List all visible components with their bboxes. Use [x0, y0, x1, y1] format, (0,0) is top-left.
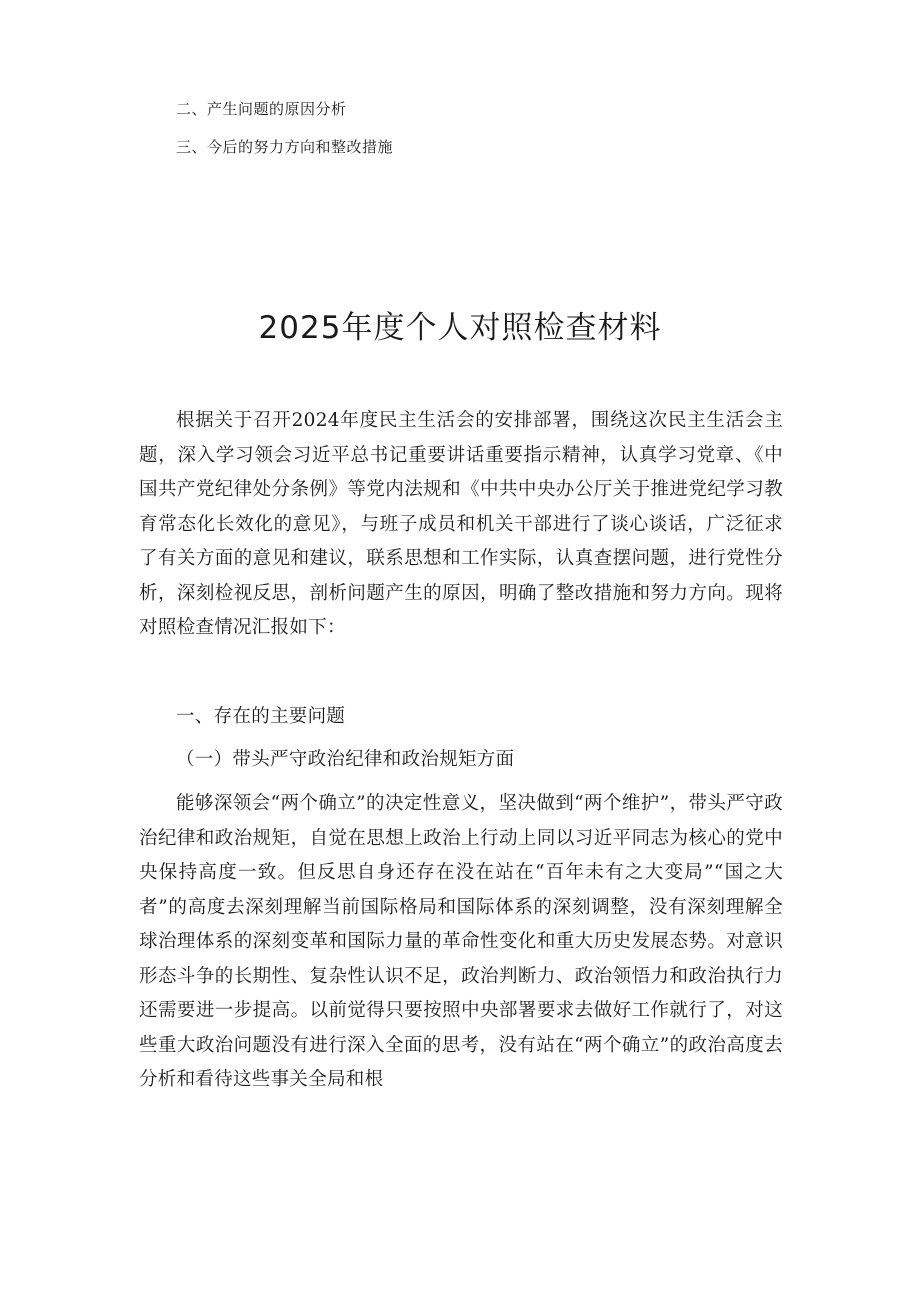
subsection-1-paragraph: 能够深领会“两个确立”的决定性意义，坚决做到“两个维护”，带头严守政治纪律和政治规矩，自觉在思想上政治上行动上同以习近平同志为核心的党中央保持高度一致。但反思自身还存在没在站在“百年未有之大变局”“国之大者”的高度去深刻理解当前国际格局和国际体系的深刻调整，没有深刻理解全球治理体系的深刻变革和国际力量的革命性变化和重大历史发展态势。对意识形态斗争的长期性、复杂性认识不足，政治判断力、政治领悟力和政治执行力还需要进一步提高。以前觉得只要按照中央部署要求去做好工作就行了，对这些重大政治问题没有进行深入全面的思考，没有站在“两个确立”的政治高度去分析和看待这些事关全局和根 — [139, 793, 783, 1090]
subsection-1-body — [139, 787, 783, 1098]
toc-item-3: 三、今后的努力方向和整改措施 — [176, 138, 394, 156]
intro-paragraph: 根据关于召开2024年度民主生活会的安排部署，围绕这次民主生活会主题，深入学习领会习近平总书记重要讲话重要指示精神，认真学习党章、《中国共产党纪律处分条例》等党内法规和《中共中央办公厅关于推进党纪学习教育常态化长效化的意见》，与班子成员和机关干部进行了谈心谈话，广泛征求了有关方面的意见和建议，联系思想和工作实际，认真查摆问题，进行党性分析，深刻检视反思，剖析问题产生的原因，明确了整改措施和努力方向。现将对照检查情况汇报如下： — [139, 410, 783, 638]
subsection-1 — [139, 743, 783, 778]
section-1 — [139, 700, 783, 735]
document-body — [139, 404, 783, 646]
document-title: 2025年度个人对照检查材料 — [258, 310, 662, 346]
subsection-1-heading: （一）带头严守政治纪律和政治规矩方面 — [176, 749, 515, 770]
toc-item-2: 二、产生问题的原因分析 — [176, 100, 347, 118]
section-1-heading: 一、存在的主要问题 — [176, 706, 346, 727]
